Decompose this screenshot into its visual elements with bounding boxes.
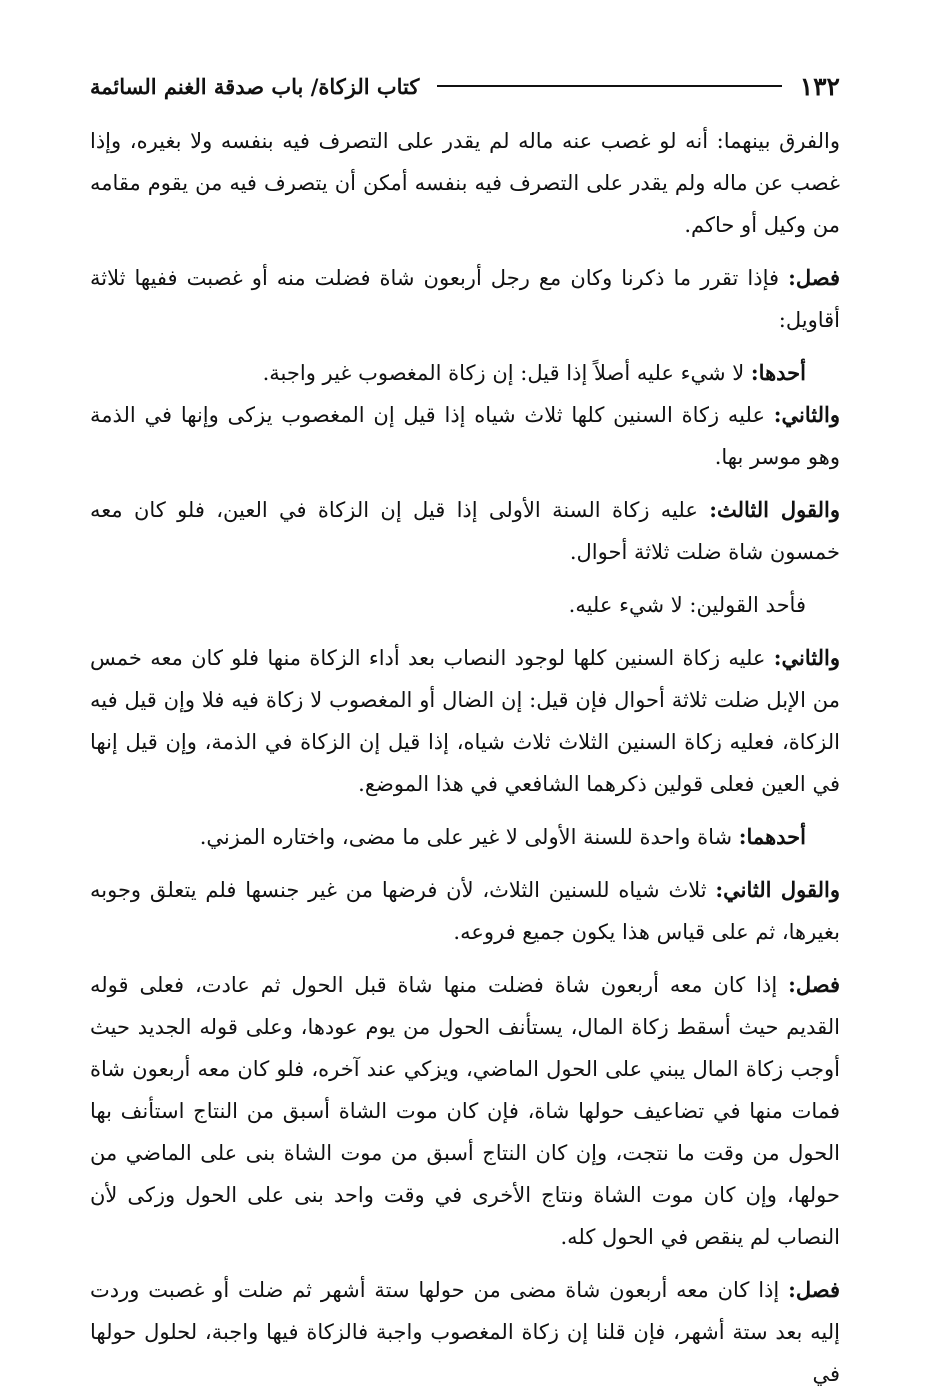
paragraph [90,394,840,478]
paragraph-lead: والقول الثاني: [715,877,840,902]
header-rule [437,85,781,87]
page-header [90,66,840,106]
paragraph [90,1269,840,1395]
paragraph-text: شاة واحدة للسنة الأولى لا غير على ما مضى، واختاره المزني. [199,825,733,849]
body-text [90,120,840,1395]
running-title: كتاب الزكاة/ باب صدقة الغنم السائمة [90,73,420,99]
paragraph [90,637,840,805]
paragraph [90,869,840,953]
paragraph [90,584,840,626]
paragraph-lead: فصل: [788,972,840,997]
document-page [90,66,840,1395]
paragraph-lead: والثاني: [773,402,840,427]
paragraph-text: والفرق بينهما: أنه لو غصب عنه ماله لم يقدر على التصرف فيه بنفسه ولا بغيره، وإذا غصب عن ماله ولم يقدر على التصرف فيه بنفسه أمكن أن يتصرف فيه من يقوم مقامه من وكيل أو حاكم. [90,129,840,237]
paragraph-lead: والثاني: [773,645,840,670]
paragraph-lead: فصل: [788,265,840,290]
paragraph-text: إذا كان معه أربعون شاة مضى من حولها ستة أشهر ثم ضلت أو غصبت وردت إليه بعد ستة أشهر، فإن قلنا إن زكاة المغصوب واجبة فالزكاة فيها واجبة، لحلول حولها في [90,1278,840,1386]
paragraph-text: لا شيء عليه أصلاً إذا قيل: إن زكاة المغصوب غير واجبة. [262,361,745,385]
paragraph [90,816,840,858]
paragraph-lead: أحدها: [750,360,806,385]
paragraph [90,352,840,394]
paragraph-text: فإذا تقرر ما ذكرنا وكان مع رجل أربعون شاة فضلت منه أو غصبت ففيها ثلاثة أقاويل: [90,266,840,332]
paragraph-text: ثلاث شياه للسنين الثلاث، لأن فرضها من غير جنسها فلم يتعلق وجوبه بغيرها، ثم على قياس هذا يكون جميع فروعه. [90,878,840,944]
paragraph-text: إذا كان معه أربعون شاة فضلت منها شاة قبل الحول ثم عادت، فعلى قوله القديم حيث أسقط زكاة المال، يستأنف الحول من يوم عودها، وعلى قوله الجديد حيث أوجب زكاة المال يبني على الحول الماضي، ويزكي عند آخره، فلو كان معه أربعون شاة فمات منها في تضاعيف حولها شاة، فإن كان موت الشاة أسبق من النتاج استأنف بها الحول من وقت ما نتجت، وإن كان النتاج أسبق من موت الشاة بنى على الماضي من حولها، وإن كان موت الشاة ونتاج الأخرى في وقت واحد بنى على الحول وزكى لأن النصاب لم ينقص في الحول كله. [90,973,840,1249]
paragraph [90,964,840,1258]
paragraph-lead: والقول الثالث: [709,497,840,522]
paragraph [90,257,840,341]
paragraph-text: عليه زكاة السنين كلها ثلاث شياه إذا قيل إن المغصوب يزكى وإنها في الذمة وهو موسر بها. [90,403,840,469]
paragraph-lead: فصل: [788,1277,840,1302]
paragraph-lead: أحدهما: [738,824,806,849]
paragraph [90,120,840,246]
page-number: ١٣٢ [799,71,840,101]
paragraph-text: عليه زكاة السنين كلها لوجود النصاب بعد أداء الزكاة منها فلو كان معه خمس من الإبل ضلت ثلاثة أحوال فإن قيل: إن الضال أو المغصوب لا زكاة فيه فلا وإن قيل فيه الزكاة، فعليه زكاة السنين الثلاث ثلاث شياه، إذا قيل إن الزكاة في الذمة، وإن قيل إنها في العين فعلى قولين ذكرهما الشافعي في هذا الموضع. [90,646,840,796]
paragraph-text: فأحد القولين: لا شيء عليه. [568,593,806,617]
paragraph [90,489,840,573]
paragraph-text: عليه زكاة السنة الأولى إذا قيل إن الزكاة في العين، فلو كان معه خمسون شاة ضلت ثلاثة أحوال. [90,498,840,564]
